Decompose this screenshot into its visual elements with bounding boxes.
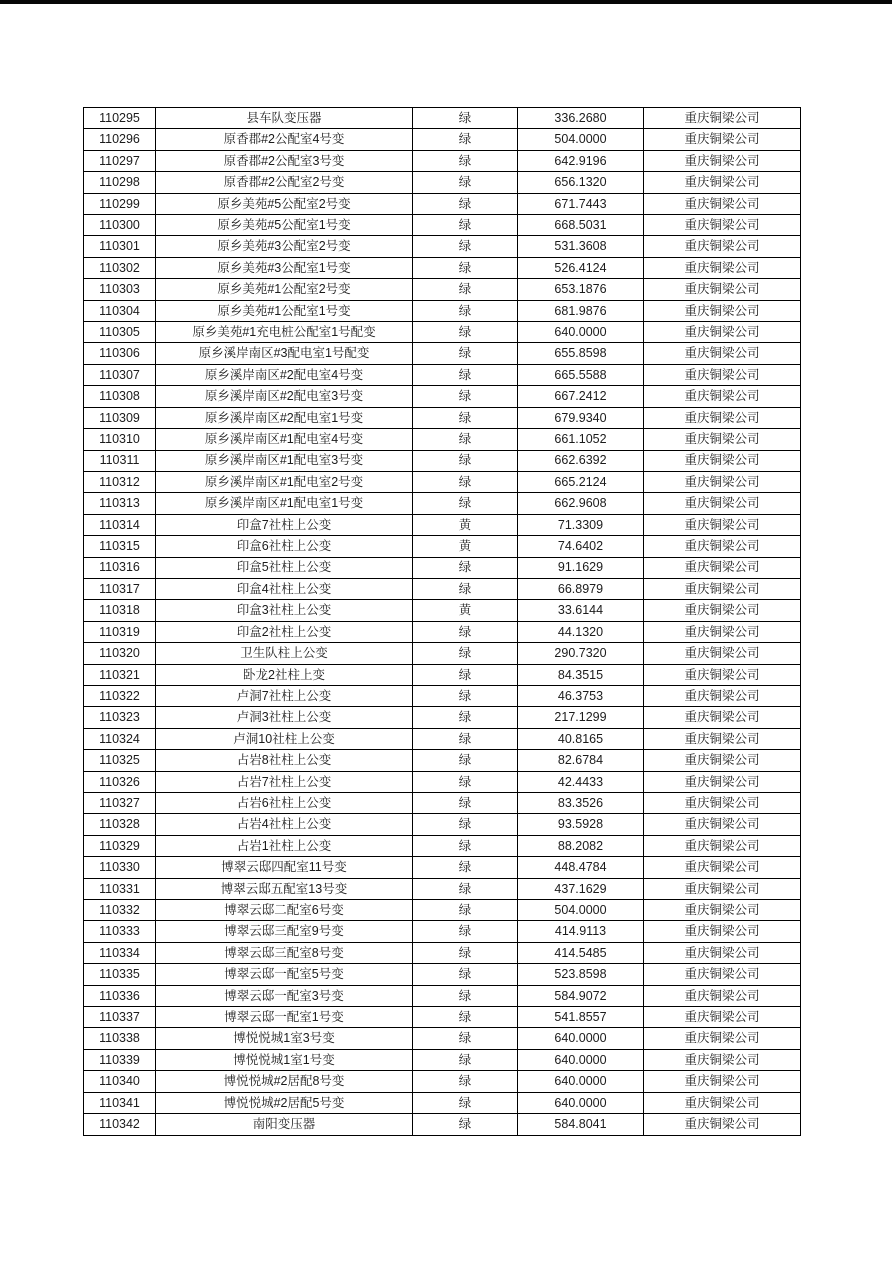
row-value-cell: 640.0000: [518, 322, 644, 343]
row-company-cell: 重庆铜梁公司: [644, 814, 801, 835]
table-row: [84, 771, 801, 792]
row-name-cell: 原乡溪岸南区#1配电室3号变: [156, 450, 413, 471]
row-name-cell: 卫生队柱上公变: [156, 643, 413, 664]
row-value-cell: 93.5928: [518, 814, 644, 835]
row-name-cell: 原乡溪岸南区#3配电室1号配变: [156, 343, 413, 364]
table-row: [84, 471, 801, 492]
row-id-cell: 110315: [84, 536, 156, 557]
row-value-cell: 656.1320: [518, 172, 644, 193]
row-value-cell: 91.1629: [518, 557, 644, 578]
row-value-cell: 640.0000: [518, 1028, 644, 1049]
row-name-cell: 卧龙2社柱上变: [156, 664, 413, 685]
row-company-cell: 重庆铜梁公司: [644, 471, 801, 492]
table-row: [84, 215, 801, 236]
row-value-cell: 665.5588: [518, 364, 644, 385]
table-row: [84, 129, 801, 150]
row-company-cell: 重庆铜梁公司: [644, 964, 801, 985]
row-company-cell: 重庆铜梁公司: [644, 942, 801, 963]
row-company-cell: 重庆铜梁公司: [644, 857, 801, 878]
row-name-cell: 原乡美苑#3公配室2号变: [156, 236, 413, 257]
row-status-cell: 绿: [413, 364, 518, 385]
row-value-cell: 640.0000: [518, 1071, 644, 1092]
row-id-cell: 110318: [84, 600, 156, 621]
row-value-cell: 662.9608: [518, 493, 644, 514]
row-company-cell: 重庆铜梁公司: [644, 215, 801, 236]
row-name-cell: 占岩1社柱上公变: [156, 835, 413, 856]
table-row: [84, 172, 801, 193]
row-status-cell: 绿: [413, 1114, 518, 1136]
row-id-cell: 110323: [84, 707, 156, 728]
table-row: [84, 707, 801, 728]
row-status-cell: 绿: [413, 707, 518, 728]
row-company-cell: 重庆铜梁公司: [644, 557, 801, 578]
row-company-cell: 重庆铜梁公司: [644, 578, 801, 599]
row-status-cell: 绿: [413, 172, 518, 193]
row-status-cell: 绿: [413, 900, 518, 921]
row-status-cell: 绿: [413, 1092, 518, 1113]
row-company-cell: 重庆铜梁公司: [644, 771, 801, 792]
table-row: [84, 942, 801, 963]
row-name-cell: 博翠云邸四配室11号变: [156, 857, 413, 878]
row-company-cell: 重庆铜梁公司: [644, 536, 801, 557]
table-row: [84, 108, 801, 129]
row-status-cell: 绿: [413, 621, 518, 642]
table-row: [84, 193, 801, 214]
row-status-cell: 绿: [413, 643, 518, 664]
row-company-cell: 重庆铜梁公司: [644, 685, 801, 706]
row-company-cell: 重庆铜梁公司: [644, 835, 801, 856]
row-id-cell: 110310: [84, 429, 156, 450]
table-row: [84, 857, 801, 878]
row-company-cell: 重庆铜梁公司: [644, 407, 801, 428]
table-row: [84, 257, 801, 278]
row-id-cell: 110334: [84, 942, 156, 963]
row-name-cell: 印盒7社柱上公变: [156, 514, 413, 535]
table-row: [84, 750, 801, 771]
row-value-cell: 526.4124: [518, 257, 644, 278]
row-id-cell: 110330: [84, 857, 156, 878]
table-row: [84, 279, 801, 300]
row-status-cell: 黄: [413, 600, 518, 621]
table-row: [84, 407, 801, 428]
row-value-cell: 414.9113: [518, 921, 644, 942]
row-name-cell: 博翠云邸五配室13号变: [156, 878, 413, 899]
table-row: [84, 1092, 801, 1113]
row-name-cell: 原乡美苑#3公配室1号变: [156, 257, 413, 278]
table-row: [84, 1007, 801, 1028]
table-row: [84, 386, 801, 407]
row-company-cell: 重庆铜梁公司: [644, 1049, 801, 1070]
row-name-cell: 博翠云邸一配室5号变: [156, 964, 413, 985]
row-value-cell: 681.9876: [518, 300, 644, 321]
row-status-cell: 绿: [413, 793, 518, 814]
row-id-cell: 110309: [84, 407, 156, 428]
row-name-cell: 原乡美苑#1公配室1号变: [156, 300, 413, 321]
row-id-cell: 110342: [84, 1114, 156, 1136]
row-value-cell: 46.3753: [518, 685, 644, 706]
row-id-cell: 110296: [84, 129, 156, 150]
row-value-cell: 640.0000: [518, 1092, 644, 1113]
row-value-cell: 679.9340: [518, 407, 644, 428]
row-id-cell: 110306: [84, 343, 156, 364]
row-company-cell: 重庆铜梁公司: [644, 664, 801, 685]
row-status-cell: 绿: [413, 150, 518, 171]
row-company-cell: 重庆铜梁公司: [644, 1028, 801, 1049]
row-company-cell: 重庆铜梁公司: [644, 643, 801, 664]
row-name-cell: 原乡美苑#5公配室1号变: [156, 215, 413, 236]
row-id-cell: 110301: [84, 236, 156, 257]
row-value-cell: 88.2082: [518, 835, 644, 856]
row-value-cell: 661.1052: [518, 429, 644, 450]
row-company-cell: 重庆铜梁公司: [644, 108, 801, 129]
table-row: [84, 1049, 801, 1070]
row-id-cell: 110333: [84, 921, 156, 942]
row-status-cell: 黄: [413, 536, 518, 557]
table-row: [84, 600, 801, 621]
row-status-cell: 绿: [413, 257, 518, 278]
row-value-cell: 541.8557: [518, 1007, 644, 1028]
row-company-cell: 重庆铜梁公司: [644, 985, 801, 1006]
table-row: [84, 236, 801, 257]
table-row: [84, 514, 801, 535]
row-name-cell: 博翠云邸一配室3号变: [156, 985, 413, 1006]
row-value-cell: 217.1299: [518, 707, 644, 728]
row-company-cell: 重庆铜梁公司: [644, 514, 801, 535]
row-value-cell: 83.3526: [518, 793, 644, 814]
row-id-cell: 110332: [84, 900, 156, 921]
table-row: [84, 300, 801, 321]
transformer-table-body: [84, 108, 801, 1136]
row-id-cell: 110295: [84, 108, 156, 129]
row-name-cell: 占岩7社柱上公变: [156, 771, 413, 792]
row-name-cell: 卢洞10社柱上公变: [156, 728, 413, 749]
table-row: [84, 536, 801, 557]
row-value-cell: 655.8598: [518, 343, 644, 364]
table-row: [84, 728, 801, 749]
row-id-cell: 110331: [84, 878, 156, 899]
row-company-cell: 重庆铜梁公司: [644, 172, 801, 193]
row-id-cell: 110314: [84, 514, 156, 535]
row-id-cell: 110298: [84, 172, 156, 193]
row-id-cell: 110307: [84, 364, 156, 385]
row-status-cell: 绿: [413, 771, 518, 792]
row-id-cell: 110336: [84, 985, 156, 1006]
table-row: [84, 493, 801, 514]
row-id-cell: 110327: [84, 793, 156, 814]
row-status-cell: 绿: [413, 236, 518, 257]
row-status-cell: 绿: [413, 450, 518, 471]
table-row: [84, 1028, 801, 1049]
row-name-cell: 博悦悦城#2居配8号变: [156, 1071, 413, 1092]
row-status-cell: 绿: [413, 835, 518, 856]
table-row: [84, 793, 801, 814]
row-name-cell: 卢洞7社柱上公变: [156, 685, 413, 706]
row-value-cell: 504.0000: [518, 900, 644, 921]
row-value-cell: 437.1629: [518, 878, 644, 899]
row-value-cell: 44.1320: [518, 621, 644, 642]
row-id-cell: 110322: [84, 685, 156, 706]
row-name-cell: 原香郡#2公配室2号变: [156, 172, 413, 193]
table-row: [84, 557, 801, 578]
row-name-cell: 占岩6社柱上公变: [156, 793, 413, 814]
row-name-cell: 博翠云邸三配室8号变: [156, 942, 413, 963]
row-value-cell: 640.0000: [518, 1049, 644, 1070]
table-row: [84, 964, 801, 985]
row-company-cell: 重庆铜梁公司: [644, 450, 801, 471]
table-row: [84, 1071, 801, 1092]
row-id-cell: 110312: [84, 471, 156, 492]
row-value-cell: 414.5485: [518, 942, 644, 963]
table-row: [84, 429, 801, 450]
table-row: [84, 322, 801, 343]
row-value-cell: 40.8165: [518, 728, 644, 749]
row-value-cell: 667.2412: [518, 386, 644, 407]
row-name-cell: 原乡溪岸南区#1配电室4号变: [156, 429, 413, 450]
row-company-cell: 重庆铜梁公司: [644, 493, 801, 514]
row-company-cell: 重庆铜梁公司: [644, 279, 801, 300]
row-value-cell: 448.4784: [518, 857, 644, 878]
row-name-cell: 占岩8社柱上公变: [156, 750, 413, 771]
row-status-cell: 绿: [413, 921, 518, 942]
row-status-cell: 绿: [413, 1028, 518, 1049]
row-name-cell: 博翠云邸一配室1号变: [156, 1007, 413, 1028]
row-id-cell: 110321: [84, 664, 156, 685]
row-status-cell: 绿: [413, 343, 518, 364]
row-value-cell: 653.1876: [518, 279, 644, 300]
row-id-cell: 110324: [84, 728, 156, 749]
row-id-cell: 110341: [84, 1092, 156, 1113]
row-value-cell: 671.7443: [518, 193, 644, 214]
row-id-cell: 110305: [84, 322, 156, 343]
row-status-cell: 绿: [413, 1049, 518, 1070]
row-name-cell: 印盒2社柱上公变: [156, 621, 413, 642]
row-company-cell: 重庆铜梁公司: [644, 1007, 801, 1028]
row-status-cell: 绿: [413, 557, 518, 578]
row-id-cell: 110326: [84, 771, 156, 792]
row-id-cell: 110319: [84, 621, 156, 642]
row-id-cell: 110308: [84, 386, 156, 407]
row-status-cell: 绿: [413, 322, 518, 343]
row-name-cell: 博翠云邸三配室9号变: [156, 921, 413, 942]
row-name-cell: 原乡溪岸南区#1配电室2号变: [156, 471, 413, 492]
row-status-cell: 绿: [413, 386, 518, 407]
row-name-cell: 博悦悦城1室1号变: [156, 1049, 413, 1070]
row-name-cell: 原乡美苑#5公配室2号变: [156, 193, 413, 214]
row-status-cell: 绿: [413, 942, 518, 963]
row-value-cell: 668.5031: [518, 215, 644, 236]
row-name-cell: 占岩4社柱上公变: [156, 814, 413, 835]
row-value-cell: 584.9072: [518, 985, 644, 1006]
row-value-cell: 74.6402: [518, 536, 644, 557]
row-name-cell: 原乡溪岸南区#2配电室1号变: [156, 407, 413, 428]
row-id-cell: 110329: [84, 835, 156, 856]
row-id-cell: 110337: [84, 1007, 156, 1028]
row-status-cell: 绿: [413, 578, 518, 599]
row-company-cell: 重庆铜梁公司: [644, 793, 801, 814]
table-row: [84, 450, 801, 471]
row-id-cell: 110297: [84, 150, 156, 171]
row-status-cell: 绿: [413, 750, 518, 771]
row-value-cell: 84.3515: [518, 664, 644, 685]
row-name-cell: 博悦悦城1室3号变: [156, 1028, 413, 1049]
row-value-cell: 531.3608: [518, 236, 644, 257]
table-row: [84, 985, 801, 1006]
row-id-cell: 110316: [84, 557, 156, 578]
row-company-cell: 重庆铜梁公司: [644, 878, 801, 899]
table-row: [84, 814, 801, 835]
row-value-cell: 290.7320: [518, 643, 644, 664]
table-row: [84, 643, 801, 664]
row-company-cell: 重庆铜梁公司: [644, 322, 801, 343]
row-id-cell: 110302: [84, 257, 156, 278]
row-company-cell: 重庆铜梁公司: [644, 750, 801, 771]
table-row: [84, 621, 801, 642]
row-status-cell: 绿: [413, 193, 518, 214]
row-status-cell: 绿: [413, 985, 518, 1006]
table-row: [84, 150, 801, 171]
row-status-cell: 绿: [413, 814, 518, 835]
row-company-cell: 重庆铜梁公司: [644, 364, 801, 385]
row-status-cell: 绿: [413, 279, 518, 300]
row-company-cell: 重庆铜梁公司: [644, 1114, 801, 1136]
row-status-cell: 绿: [413, 471, 518, 492]
row-name-cell: 原香郡#2公配室3号变: [156, 150, 413, 171]
row-value-cell: 662.6392: [518, 450, 644, 471]
row-value-cell: 33.6144: [518, 600, 644, 621]
row-status-cell: 绿: [413, 407, 518, 428]
row-company-cell: 重庆铜梁公司: [644, 386, 801, 407]
row-status-cell: 绿: [413, 664, 518, 685]
row-name-cell: 印盒3社柱上公变: [156, 600, 413, 621]
row-value-cell: 504.0000: [518, 129, 644, 150]
row-name-cell: 县车队变压器: [156, 108, 413, 129]
row-id-cell: 110304: [84, 300, 156, 321]
row-company-cell: 重庆铜梁公司: [644, 343, 801, 364]
row-name-cell: 卢洞3社柱上公变: [156, 707, 413, 728]
table-row: [84, 343, 801, 364]
row-company-cell: 重庆铜梁公司: [644, 600, 801, 621]
row-company-cell: 重庆铜梁公司: [644, 429, 801, 450]
top-border-bar: [0, 0, 892, 4]
row-company-cell: 重庆铜梁公司: [644, 1092, 801, 1113]
row-value-cell: 66.8979: [518, 578, 644, 599]
row-name-cell: 原香郡#2公配室4号变: [156, 129, 413, 150]
row-name-cell: 印盒4社柱上公变: [156, 578, 413, 599]
row-name-cell: 原乡美苑#1公配室2号变: [156, 279, 413, 300]
row-status-cell: 绿: [413, 429, 518, 450]
row-status-cell: 绿: [413, 878, 518, 899]
row-status-cell: 绿: [413, 685, 518, 706]
row-company-cell: 重庆铜梁公司: [644, 129, 801, 150]
table-row: [84, 878, 801, 899]
row-name-cell: 博翠云邸二配室6号变: [156, 900, 413, 921]
row-value-cell: 71.3309: [518, 514, 644, 535]
row-status-cell: 黄: [413, 514, 518, 535]
table-row: [84, 685, 801, 706]
table-row: [84, 900, 801, 921]
row-name-cell: 原乡溪岸南区#1配电室1号变: [156, 493, 413, 514]
table-row: [84, 921, 801, 942]
row-id-cell: 110338: [84, 1028, 156, 1049]
row-status-cell: 绿: [413, 493, 518, 514]
row-company-cell: 重庆铜梁公司: [644, 728, 801, 749]
row-company-cell: 重庆铜梁公司: [644, 257, 801, 278]
transformer-table: [83, 107, 801, 1136]
row-status-cell: 绿: [413, 1007, 518, 1028]
row-company-cell: 重庆铜梁公司: [644, 300, 801, 321]
row-value-cell: 523.8598: [518, 964, 644, 985]
row-status-cell: 绿: [413, 964, 518, 985]
row-company-cell: 重庆铜梁公司: [644, 921, 801, 942]
row-id-cell: 110303: [84, 279, 156, 300]
row-id-cell: 110325: [84, 750, 156, 771]
row-company-cell: 重庆铜梁公司: [644, 236, 801, 257]
row-name-cell: 原乡溪岸南区#2配电室4号变: [156, 364, 413, 385]
row-value-cell: 584.8041: [518, 1114, 644, 1136]
row-id-cell: 110313: [84, 493, 156, 514]
row-id-cell: 110320: [84, 643, 156, 664]
row-id-cell: 110311: [84, 450, 156, 471]
row-status-cell: 绿: [413, 215, 518, 236]
table-row: [84, 364, 801, 385]
table-row: [84, 664, 801, 685]
row-name-cell: 原乡美苑#1充电桩公配室1号配变: [156, 322, 413, 343]
row-id-cell: 110340: [84, 1071, 156, 1092]
row-value-cell: 665.2124: [518, 471, 644, 492]
row-company-cell: 重庆铜梁公司: [644, 150, 801, 171]
row-company-cell: 重庆铜梁公司: [644, 621, 801, 642]
row-value-cell: 82.6784: [518, 750, 644, 771]
row-status-cell: 绿: [413, 1071, 518, 1092]
row-company-cell: 重庆铜梁公司: [644, 193, 801, 214]
row-status-cell: 绿: [413, 300, 518, 321]
row-name-cell: 南阳变压器: [156, 1114, 413, 1136]
row-company-cell: 重庆铜梁公司: [644, 900, 801, 921]
row-status-cell: 绿: [413, 108, 518, 129]
row-id-cell: 110317: [84, 578, 156, 599]
row-name-cell: 原乡溪岸南区#2配电室3号变: [156, 386, 413, 407]
row-name-cell: 印盒5社柱上公变: [156, 557, 413, 578]
row-value-cell: 642.9196: [518, 150, 644, 171]
table-row: [84, 578, 801, 599]
row-status-cell: 绿: [413, 728, 518, 749]
row-company-cell: 重庆铜梁公司: [644, 707, 801, 728]
row-id-cell: 110328: [84, 814, 156, 835]
table-row: [84, 835, 801, 856]
row-value-cell: 336.2680: [518, 108, 644, 129]
row-value-cell: 42.4433: [518, 771, 644, 792]
row-company-cell: 重庆铜梁公司: [644, 1071, 801, 1092]
row-name-cell: 印盒6社柱上公变: [156, 536, 413, 557]
row-name-cell: 博悦悦城#2居配5号变: [156, 1092, 413, 1113]
row-id-cell: 110339: [84, 1049, 156, 1070]
row-id-cell: 110335: [84, 964, 156, 985]
row-id-cell: 110300: [84, 215, 156, 236]
row-status-cell: 绿: [413, 857, 518, 878]
row-id-cell: 110299: [84, 193, 156, 214]
row-status-cell: 绿: [413, 129, 518, 150]
table-row: [84, 1114, 801, 1136]
